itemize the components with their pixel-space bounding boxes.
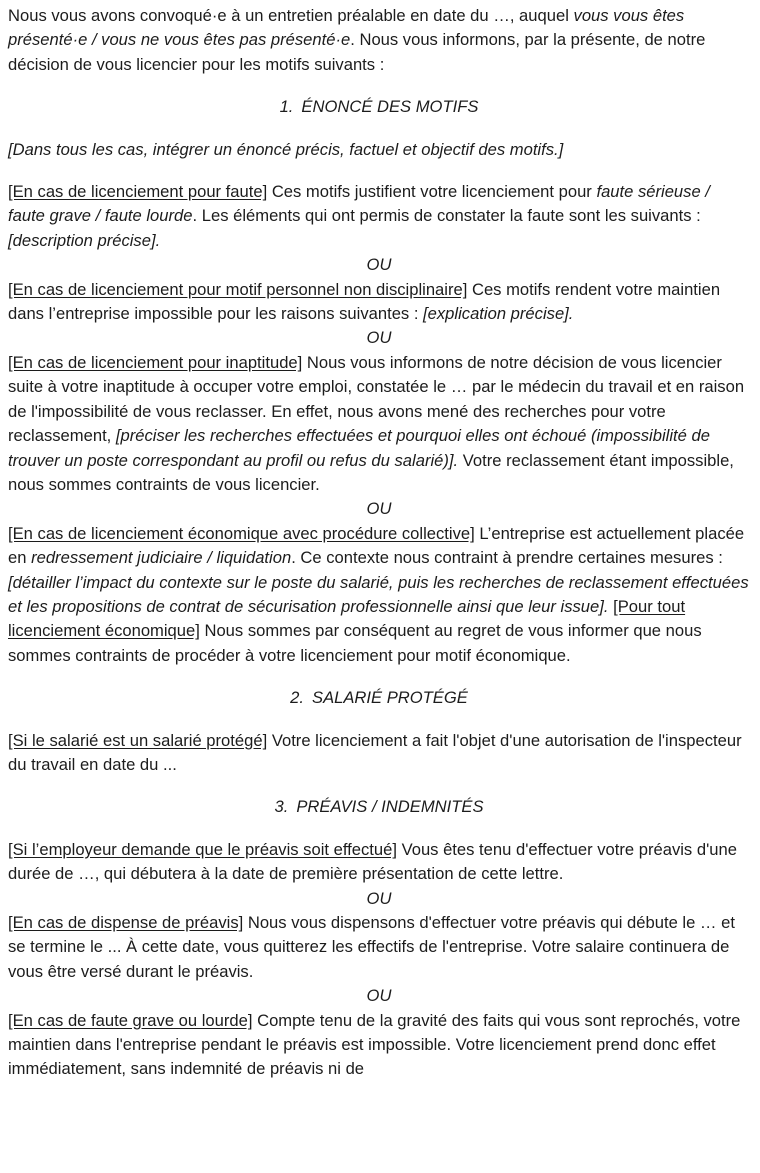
- body-text: L’entreprise est actuellement placée en: [8, 523, 745, 568]
- ou-separator: OU: [366, 499, 392, 519]
- placeholder-text: [détailler l’impact du contexte sur le poste du salarié, puis les recherches de reclassement effectuées et les propositions de contrat de sécurisation professionnelle ainsi que leur issue].: [8, 572, 749, 616]
- italic-text: faute sérieuse / faute grave / faute lourde: [8, 182, 710, 226]
- case-label: [En cas de licenciement pour motif personnel non disciplinaire]: [8, 279, 468, 299]
- section-title: ÉNONCÉ DES MOTIFS: [301, 97, 479, 117]
- case-label: [Si l’employeur demande que le préavis soit effectué]: [8, 839, 397, 859]
- section-heading-2: [8, 686, 750, 710]
- paragraph-economique: [8, 522, 750, 668]
- paragraph-dispense: [8, 911, 750, 984]
- paragraph-faute: [8, 180, 750, 253]
- placeholder-text: [explication précise].: [423, 304, 574, 324]
- case-label: [En cas de licenciement économique avec procédure collective]: [8, 523, 475, 543]
- case-label: [En cas de licenciement pour inaptitude]: [8, 352, 303, 372]
- section-number: 1.: [279, 97, 294, 117]
- intro-text-end: . Nous vous informons, par la présente, de notre décision de vous licencier pour les motifs suivants :: [8, 30, 706, 74]
- paragraph-personnel: [8, 278, 750, 327]
- body-text: Nous vous dispensons d'effectuer votre préavis qui débute le … et se termine le ... À cette date, vous quitterez les effectifs de l'entreprise. Votre salaire continuera de vous être versé durant le préavis.: [8, 913, 735, 981]
- ou-separator: OU: [366, 255, 392, 275]
- italic-text: redressement judiciaire / liquidation: [31, 548, 292, 568]
- case-label: [En cas de dispense de préavis]: [8, 913, 244, 932]
- body-text: Votre licenciement a fait l'objet d'une autorisation de l'inspecteur du travail en date du ...: [8, 730, 742, 774]
- ou-separator: OU: [366, 986, 392, 1006]
- instruction-note: [8, 138, 750, 162]
- note-text: [Dans tous les cas, intégrer un énoncé précis, factuel et objectif des motifs.]: [8, 139, 564, 159]
- case-label: [En cas de faute grave ou lourde]: [8, 1010, 253, 1030]
- body-text: Compte tenu de la gravité des faits qui vous sont reprochés, votre maintien dans l'entreprise pendant le préavis est impossible. Votre licenciement prend donc effet immédiatement, sans indemnité de préavis ni de: [8, 1010, 741, 1079]
- ou-separator: OU: [366, 888, 392, 908]
- paragraph-faute-grave: [8, 1009, 750, 1082]
- case-label: [En cas de licenciement pour faute]: [8, 182, 268, 202]
- body-text: Nous sommes par conséquent au regret de vous informer que nous sommes contraints de procéder à votre licenciement pour motif économique.: [8, 621, 702, 665]
- body-text: . Les éléments qui ont permis de constater la faute sont les suivants :: [192, 206, 701, 226]
- body-text: Ces motifs justifient votre licenciement pour: [267, 182, 597, 202]
- body-text: Nous vous informons de notre décision de vous licencier suite à votre inaptitude à occuper votre emploi, constatée le … par le médecin du travail et en raison de l'impossibilité de vous reclasser. En effet, nous avons mené des recherches pour votre reclassement,: [8, 352, 745, 446]
- paragraph-protege: [8, 729, 750, 778]
- section-title: PRÉAVIS / INDEMNITÉS: [296, 797, 484, 817]
- section-heading-3: [8, 795, 750, 819]
- ou-separator: OU: [366, 328, 392, 348]
- case-label: [Si le salarié est un salarié protégé]: [8, 730, 268, 750]
- section-number: 3.: [274, 797, 289, 817]
- paragraph-preavis-effectue: [8, 838, 750, 887]
- section-title: SALARIÉ PROTÉGÉ: [312, 688, 468, 708]
- paragraph-inaptitude: [8, 351, 750, 497]
- body-text: . Ce contexte nous contraint à prendre certaines mesures :: [291, 548, 723, 568]
- placeholder-text: [préciser les recherches effectuées et pourquoi elles ont échoué (impossibilité de trouver un poste correspondant au profil ou refus du salarié)].: [8, 426, 710, 470]
- body-text: Ces motifs rendent votre maintien dans l’entreprise impossible pour les raisons suivantes :: [8, 279, 721, 324]
- placeholder-text: [description précise].: [8, 230, 161, 250]
- section-number: 2.: [290, 688, 304, 708]
- intro-text: Nous vous avons convoqué·e à un entretien préalable en date du …, auquel: [8, 6, 574, 25]
- intro-italic: vous vous êtes présenté·e / vous ne vous êtes pas présenté·e: [8, 6, 685, 50]
- body-text: Vous êtes tenu d'effectuer votre préavis d'une durée de …, qui débutera à la date de première présentation de cette lettre.: [8, 839, 737, 884]
- section-heading-1: [8, 95, 750, 119]
- case-label: [Pour tout licenciement économique]: [8, 596, 686, 641]
- intro-paragraph: [8, 4, 750, 77]
- body-text: Votre reclassement étant impossible, nous sommes contraints de vous licencier.: [8, 450, 734, 494]
